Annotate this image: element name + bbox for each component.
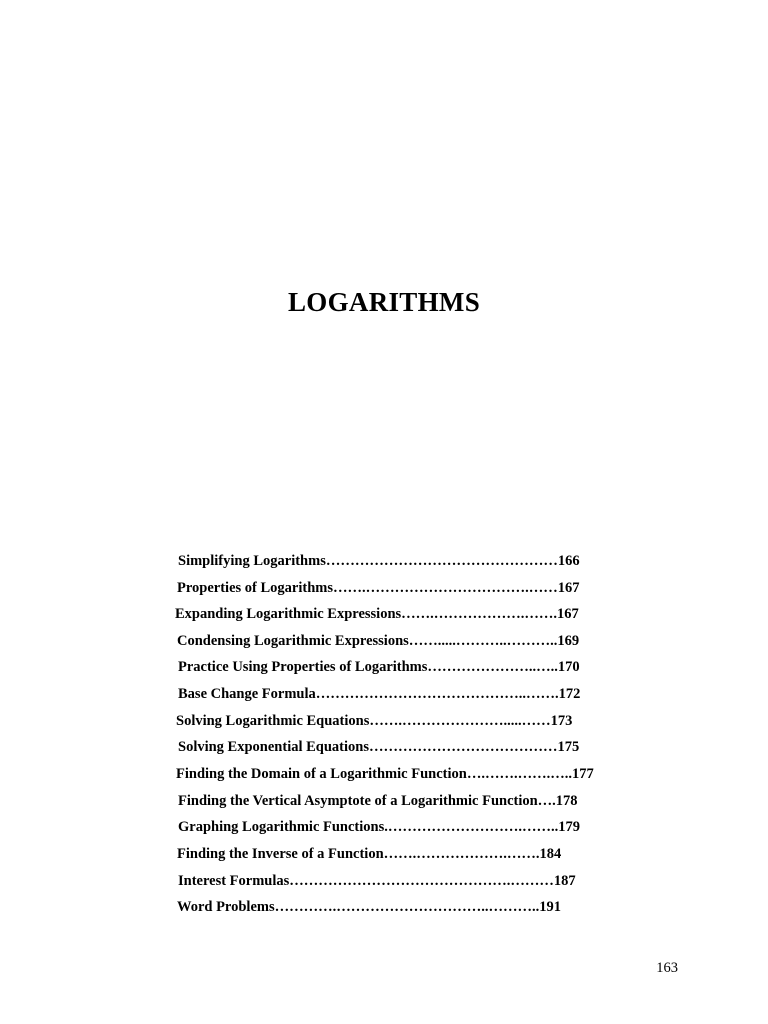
page-number: 163 [656,960,678,976]
toc-entry-finding-inverse: Finding the Inverse of a Function…….……………….…….184 [177,846,562,862]
toc-entry-graphing-logarithmic-functions: Graphing Logarithmic Functions.……………………….……..179 [178,819,580,835]
toc-entry-properties-of-logarithms: Properties of Logarithms…….…………………………….……167 [177,580,580,596]
toc-entry-solving-logarithmic-equations: Solving Logarithmic Equations…….………………….....……173 [176,713,573,729]
chapter-title: LOGARITHMS [287,287,481,317]
toc-entry-word-problems: Word Problems………….…………………………..………..191 [177,899,561,915]
toc-entry-simplifying-logarithms: Simplifying Logarithms…………………………………………166 [178,553,580,569]
toc-entry-base-change-formula: Base Change Formula……………………………………..…….172 [178,686,581,702]
toc-entry-practice-using-properties: Practice Using Properties of Logarithms…………………..…..170 [178,659,580,675]
toc-entry-expanding-logarithmic-expressions: Expanding Logarithmic Expressions…….……………….…….167 [175,606,579,622]
toc-entry-finding-vertical-asymptote: Finding the Vertical Asymptote of a Logarithmic Function….178 [178,793,578,809]
toc-entry-condensing-logarithmic-expressions: Condensing Logarithmic Expressions…….....………..………..169 [177,633,580,649]
toc-entry-solving-exponential-equations: Solving Exponential Equations…………………………………175 [178,739,580,755]
toc-entry-interest-formulas: Interest Formulas……………………………………….………187 [178,873,576,889]
toc-entry-finding-domain: Finding the Domain of a Logarithmic Function….…….…….…..177 [176,766,594,782]
